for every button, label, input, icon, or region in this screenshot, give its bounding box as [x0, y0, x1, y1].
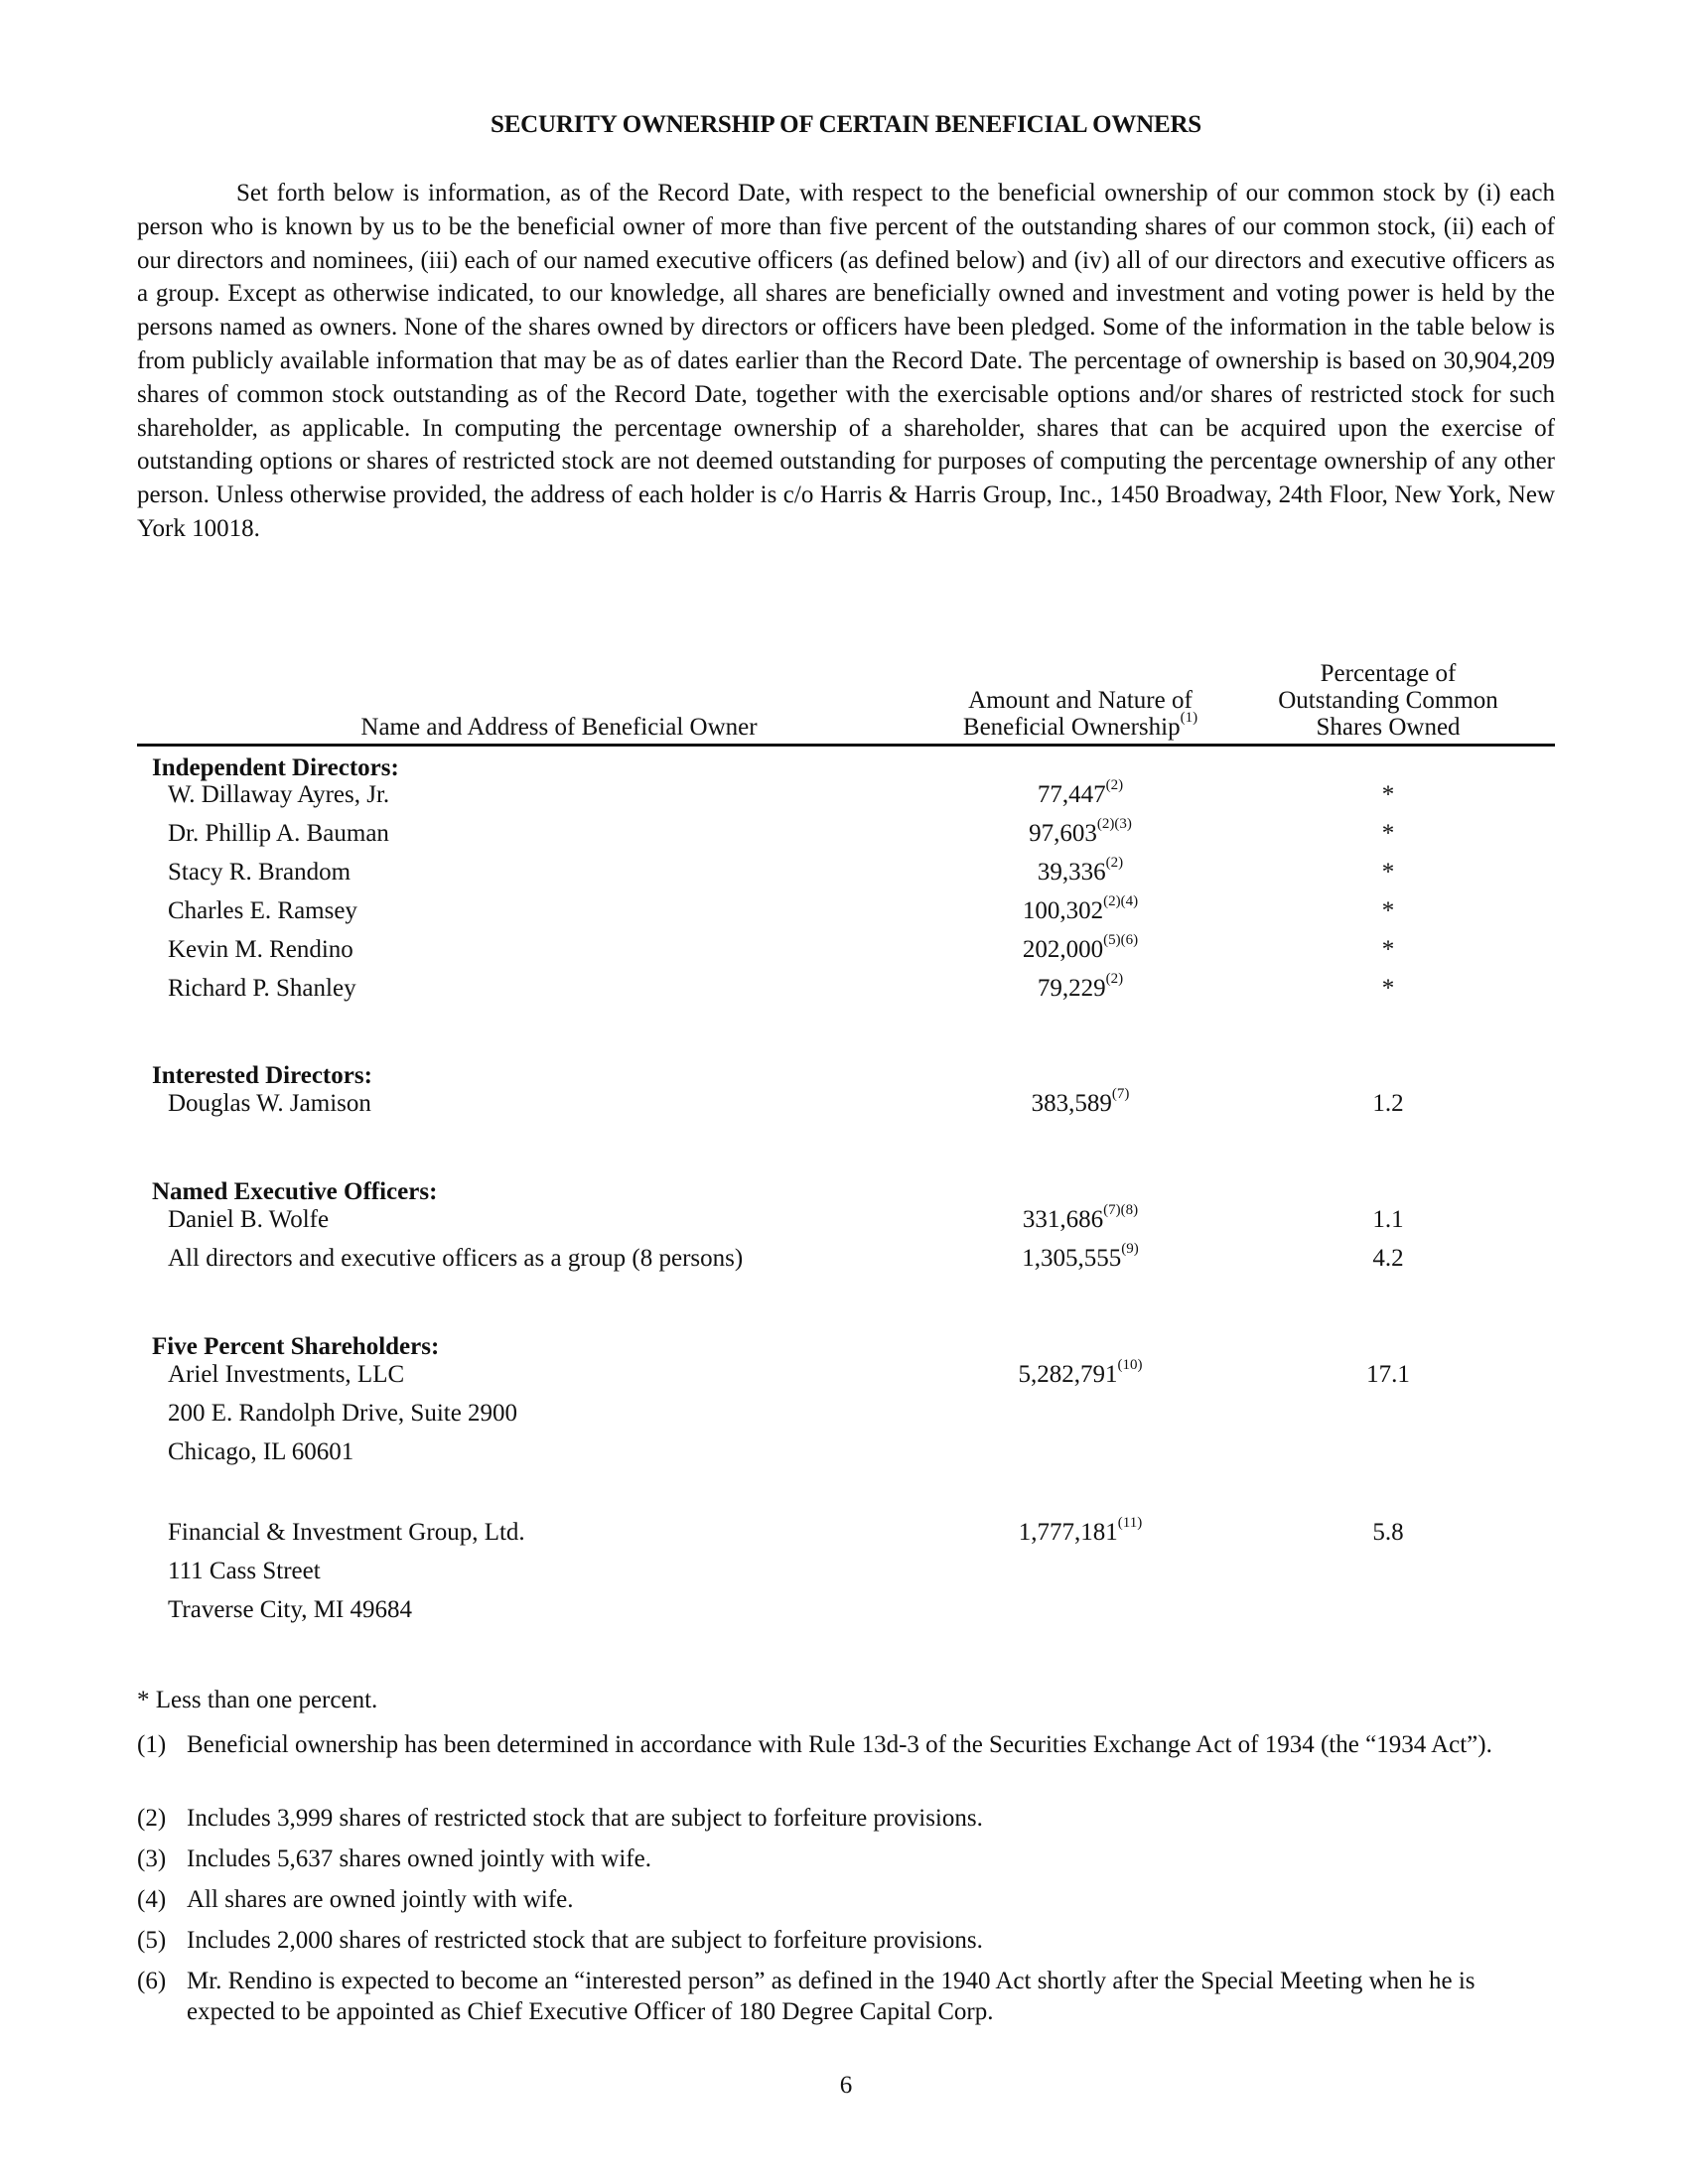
owner-address-line1: 111 Cass Street — [168, 1558, 321, 1584]
amount-footnote: (11) — [1117, 1515, 1143, 1531]
footnote-number: (1) — [137, 1731, 167, 1758]
section-named-executive-officers: Named Executive Officers: — [152, 1178, 438, 1205]
amount-footnote: (7) — [1111, 1086, 1130, 1102]
owner-name: Dr. Phillip A. Bauman — [168, 820, 389, 847]
amount-value: 331,686 — [1022, 1206, 1104, 1233]
owner-amount — [931, 777, 1229, 809]
table-row — [137, 1357, 1555, 1400]
amount-value: 79,229 — [1037, 975, 1106, 1002]
table-row — [137, 971, 1555, 1014]
owner-percentage: 1.1 — [1372, 1206, 1404, 1233]
footnote-text: Beneficial ownership has been determined in accordance with Rule 13d-3 of the Securities Exchange Act of 1934 (the “1934 Act”). — [187, 1731, 1492, 1758]
owner-amount — [931, 1086, 1229, 1118]
owner-amount — [931, 1202, 1229, 1234]
owner-percentage: 4.2 — [1372, 1245, 1404, 1272]
document-page — [137, 0, 1555, 2184]
table-row — [137, 855, 1555, 897]
amount-footnote: (5)(6) — [1103, 932, 1139, 948]
owner-percentage: * — [1381, 820, 1395, 847]
owner-amount — [931, 855, 1229, 887]
header-amount-text: Beneficial Ownership — [962, 714, 1181, 741]
owner-amount — [931, 971, 1229, 1003]
owner-amount — [931, 816, 1229, 848]
header-amount-line1: Amount and Nature of — [968, 687, 1193, 714]
owner-name: Charles E. Ramsey — [168, 897, 357, 924]
table-row — [137, 1086, 1555, 1129]
table-row — [137, 1515, 1555, 1558]
amount-value: 202,000 — [1022, 936, 1104, 963]
table-row — [137, 1241, 1555, 1284]
section-interested-directors: Interested Directors: — [152, 1062, 372, 1089]
owner-name: Financial & Investment Group, Ltd. — [168, 1519, 525, 1546]
table-row — [137, 777, 1555, 820]
header-pct-line2: Outstanding Common — [1278, 687, 1498, 714]
owner-amount — [931, 932, 1229, 964]
footnote-text: All shares are owned jointly with wife. — [187, 1886, 574, 1913]
header-pct-line3: Shares Owned — [1316, 714, 1461, 741]
amount-value: 100,302 — [1022, 897, 1104, 924]
table-row — [137, 893, 1555, 936]
section-five-percent-shareholders: Five Percent Shareholders: — [152, 1333, 440, 1360]
owner-percentage: * — [1381, 781, 1395, 808]
owner-name: Stacy R. Brandom — [168, 859, 352, 886]
amount-value: 39,336 — [1037, 859, 1106, 886]
owner-amount — [931, 1357, 1229, 1389]
footnote-text: Mr. Rendino is expected to become an “interested person” as defined in the 1940 Act shortly after the Special Meeting when he is expected to be appointed as Chief Executive Officer of 180 Degree Capital Corp. — [187, 1968, 1476, 2025]
footnote-number: (2) — [137, 1805, 167, 1832]
amount-footnote: (2)(3) — [1096, 816, 1132, 832]
amount-footnote: (2) — [1105, 971, 1124, 987]
owner-name: Richard P. Shanley — [168, 975, 356, 1002]
table-row — [137, 932, 1555, 975]
owner-address-line1: 200 E. Randolph Drive, Suite 2900 — [168, 1400, 518, 1427]
table-header — [137, 650, 1555, 747]
owner-percentage: * — [1381, 859, 1395, 886]
owner-name: All directors and executive officers as a group (8 persons) — [168, 1245, 744, 1272]
owner-percentage: 17.1 — [1366, 1361, 1410, 1388]
footnote-text: Includes 3,999 shares of restricted stock that are subject to forfeiture provisions. — [187, 1805, 983, 1832]
document-title: SECURITY OWNERSHIP OF CERTAIN BENEFICIAL OWNERS — [490, 111, 1201, 138]
footnote-text: Includes 5,637 shares owned jointly with wife. — [187, 1845, 651, 1872]
header-pct-line1: Percentage of — [1320, 660, 1457, 687]
footnote-number: (6) — [137, 1968, 167, 1994]
table-row — [137, 1202, 1555, 1245]
owner-percentage: * — [1381, 936, 1395, 963]
amount-footnote: (2) — [1105, 855, 1124, 871]
amount-value: 383,589 — [1031, 1090, 1112, 1117]
owner-name: Kevin M. Rendino — [168, 936, 353, 963]
owner-address-line2: Chicago, IL 60601 — [168, 1438, 354, 1465]
header-name-address: Name and Address of Beneficial Owner — [360, 714, 758, 741]
amount-footnote: (9) — [1121, 1241, 1139, 1257]
owner-address-line2: Traverse City, MI 49684 — [168, 1596, 413, 1623]
owner-percentage: 5.8 — [1372, 1519, 1404, 1546]
owner-amount — [931, 1241, 1229, 1273]
amount-footnote: (10) — [1117, 1357, 1143, 1373]
amount-footnote: (2)(4) — [1103, 893, 1139, 909]
owner-amount — [931, 893, 1229, 925]
amount-footnote: (2) — [1105, 777, 1124, 793]
intro-text: Set forth below is information, as of the Record Date, with respect to the beneficial ownership of our common stock by (i) each person who is known by us to be the beneficial owner of more than five percent of the outstanding shares of our common stock, (ii) each of our directors and nominees, (iii) each of our named executive officers (as defined below) and (iv) all of our directors and executive officers as a group. Except as otherwise indicated, to our knowledge, all shares are beneficially owned and investment and voting power is held by the persons named as owners. None of the shares owned by directors or officers have been pledged. Some of the information in the table below is from publicly available information that may be as of dates earlier than the Record Date. The percentage of ownership is based on 30,904,209 shares of common stock outstanding as of the Record Date, together with the exercisable options and/or shares of restricted stock for such shareholder, as applicable. In computing the percentage ownership of a shareholder, shares that can be acquired upon the exercise of outstanding options or shares of restricted stock are not deemed outstanding for purposes of computing the percentage ownership of any other person. Unless otherwise provided, the address of each holder is c/o Harris & Harris Group, Inc., 1450 Broadway, 24th Floor, New York, New York 10018. — [137, 180, 1555, 542]
amount-value: 5,282,791 — [1018, 1361, 1118, 1388]
amount-value: 1,305,555 — [1022, 1245, 1122, 1272]
footnote-number: (5) — [137, 1927, 167, 1954]
amount-value: 77,447 — [1037, 781, 1106, 808]
owner-percentage: 1.2 — [1372, 1090, 1404, 1117]
intro-paragraph — [137, 177, 1555, 546]
amount-value: 97,603 — [1029, 820, 1097, 847]
table-row — [137, 816, 1555, 859]
amount-value: 1,777,181 — [1018, 1519, 1118, 1546]
header-amount-line2 — [931, 710, 1229, 741]
owner-amount — [931, 1515, 1229, 1547]
amount-footnote: (7)(8) — [1103, 1202, 1139, 1218]
star-note: * Less than one percent. — [137, 1687, 378, 1713]
ownership-table — [137, 650, 1555, 1623]
header-amount-footnote: (1) — [1180, 710, 1198, 726]
header-percentage — [1239, 660, 1537, 741]
owner-name: Daniel B. Wolfe — [168, 1206, 330, 1233]
owner-percentage: * — [1381, 897, 1395, 924]
page-number: 6 — [839, 2072, 853, 2099]
owner-name: Ariel Investments, LLC — [168, 1361, 405, 1388]
header-amount — [931, 687, 1229, 741]
footnote-text: Includes 2,000 shares of restricted stock that are subject to forfeiture provisions. — [187, 1927, 983, 1954]
section-independent-directors: Independent Directors: — [152, 754, 399, 781]
owner-name: Douglas W. Jamison — [168, 1090, 371, 1117]
footnote-number: (3) — [137, 1845, 167, 1872]
owner-name: W. Dillaway Ayres, Jr. — [168, 781, 390, 808]
footnote-number: (4) — [137, 1886, 167, 1913]
owner-percentage: * — [1381, 975, 1395, 1002]
